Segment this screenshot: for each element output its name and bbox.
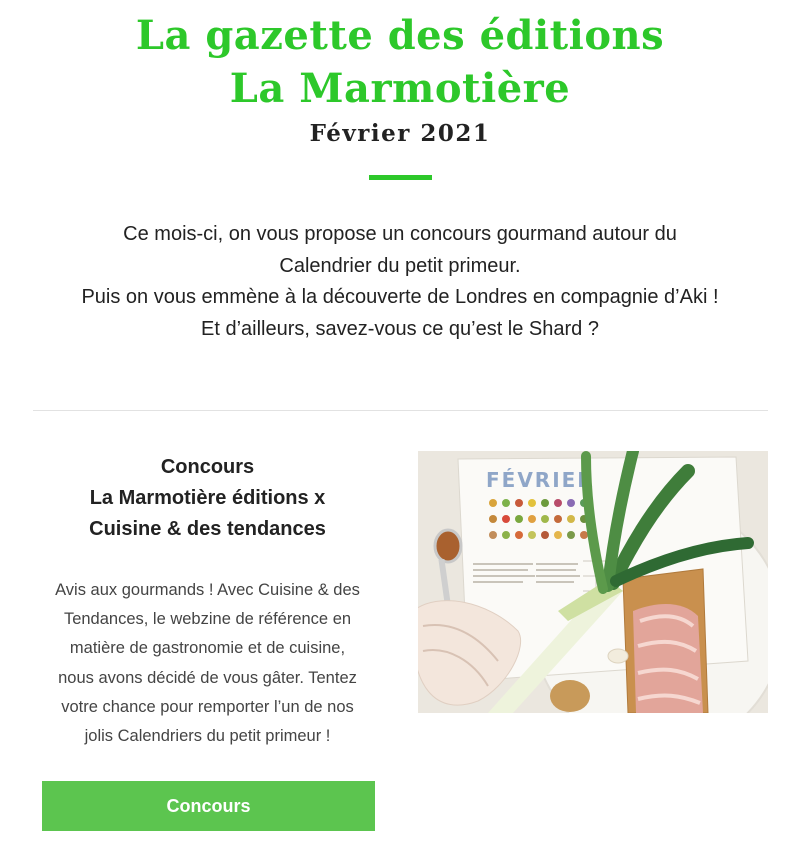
garlic-clove	[608, 649, 628, 663]
spoon-bowl	[435, 530, 461, 562]
calendar-food-photo	[418, 451, 768, 713]
intro-line: Puis on vous emmène à la découverte de Londres en compagnie d’Aki !	[81, 286, 719, 308]
contest-heading-line: La Marmotière éditions x	[89, 487, 326, 509]
contest-description-line: votre chance pour remporter l’un de nos	[61, 697, 354, 716]
contest-photo[interactable]	[418, 451, 768, 713]
title-accent-bar	[369, 175, 432, 180]
calendar-month-label: FÉVRIER	[486, 468, 595, 492]
intro-line: Ce mois-ci, on vous propose un concours gourmand autour du	[123, 223, 677, 245]
potato	[550, 680, 590, 712]
contest-heading-line: Cuisine & des tendances	[89, 518, 326, 540]
contest-description-line: Avis aux gourmands ! Avec Cuisine & des	[55, 581, 360, 599]
intro-line: Et d’ailleurs, savez-vous ce qu’est le Shard ?	[201, 317, 599, 340]
intro-text	[20, 219, 780, 345]
newsletter-title-line-1: La gazette des éditions	[135, 12, 665, 59]
contest-button[interactable]: Concours	[42, 781, 375, 831]
contest-heading	[40, 452, 375, 545]
issue-date: Février 2021	[309, 120, 491, 147]
contest-heading-line: Concours	[160, 456, 255, 478]
contest-description-line: Tendances, le webzine de référence en	[63, 610, 352, 629]
intro-line: Calendrier du petit primeur.	[279, 254, 521, 277]
contest-description-line: nous avons décidé de vous gâter. Tentez	[58, 668, 357, 687]
contest-description-line: jolis Calendriers du petit primeur !	[84, 727, 331, 746]
newsletter-title-line-2: La Marmotière	[229, 65, 571, 112]
contest-description	[30, 576, 385, 751]
contest-description-line: matière de gastronomie et de cuisine,	[69, 639, 346, 658]
bacon	[633, 604, 703, 713]
section-divider	[33, 410, 768, 411]
